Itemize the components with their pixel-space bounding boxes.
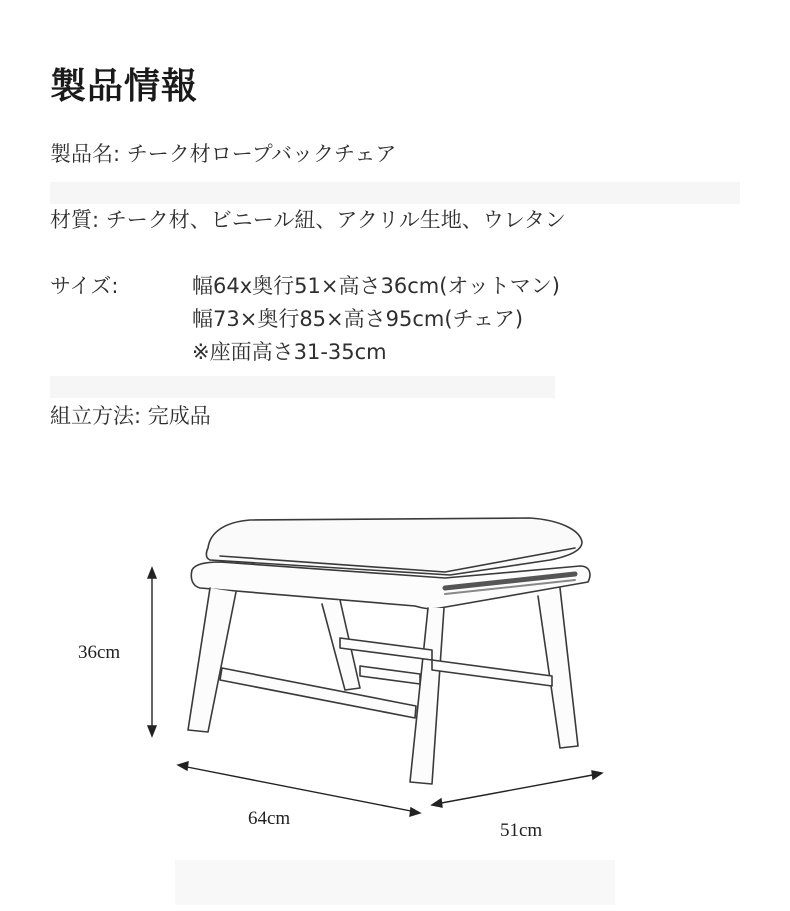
product-name-value: チーク材ロープバックチェア bbox=[126, 142, 397, 166]
page-title: 製品情報 bbox=[50, 66, 199, 107]
assembly-label: 組立方法: bbox=[50, 404, 142, 428]
width-dimension-label: 64cm bbox=[248, 808, 291, 829]
product-name-row bbox=[50, 138, 396, 171]
stretcher-right bbox=[432, 660, 552, 686]
depth-dimension-label: 51cm bbox=[500, 820, 543, 841]
size-label: サイズ: bbox=[50, 274, 119, 298]
material-label: 材質: bbox=[50, 208, 100, 232]
size-line-ottoman: 幅64x奥行51×高さ36cm(オットマン) bbox=[192, 274, 560, 298]
stretcher-middle bbox=[340, 638, 432, 660]
size-line-chair: 幅73×奥行85×高さ95cm(チェア) bbox=[192, 307, 524, 331]
assembly-value: 完成品 bbox=[147, 404, 211, 428]
material-row bbox=[50, 204, 566, 237]
leg-front-left bbox=[188, 588, 236, 732]
material-value: チーク材、ビニール紐、アクリル生地、ウレタン bbox=[105, 208, 566, 232]
background-strip bbox=[175, 860, 615, 905]
width-arrow bbox=[182, 766, 416, 812]
leg-back-right bbox=[538, 588, 578, 748]
size-row bbox=[50, 270, 560, 364]
size-line-seat-height: ※座面高さ31-35cm bbox=[192, 340, 387, 364]
depth-arrow bbox=[436, 774, 598, 804]
background-strip bbox=[50, 376, 555, 398]
height-dimension-label: 36cm bbox=[78, 642, 121, 663]
leg-front-right bbox=[410, 608, 444, 784]
assembly-row bbox=[50, 400, 211, 433]
size-values bbox=[192, 270, 560, 369]
ottoman-illustration bbox=[60, 500, 620, 840]
product-name-label: 製品名: bbox=[50, 142, 121, 166]
background-strip bbox=[50, 182, 740, 204]
